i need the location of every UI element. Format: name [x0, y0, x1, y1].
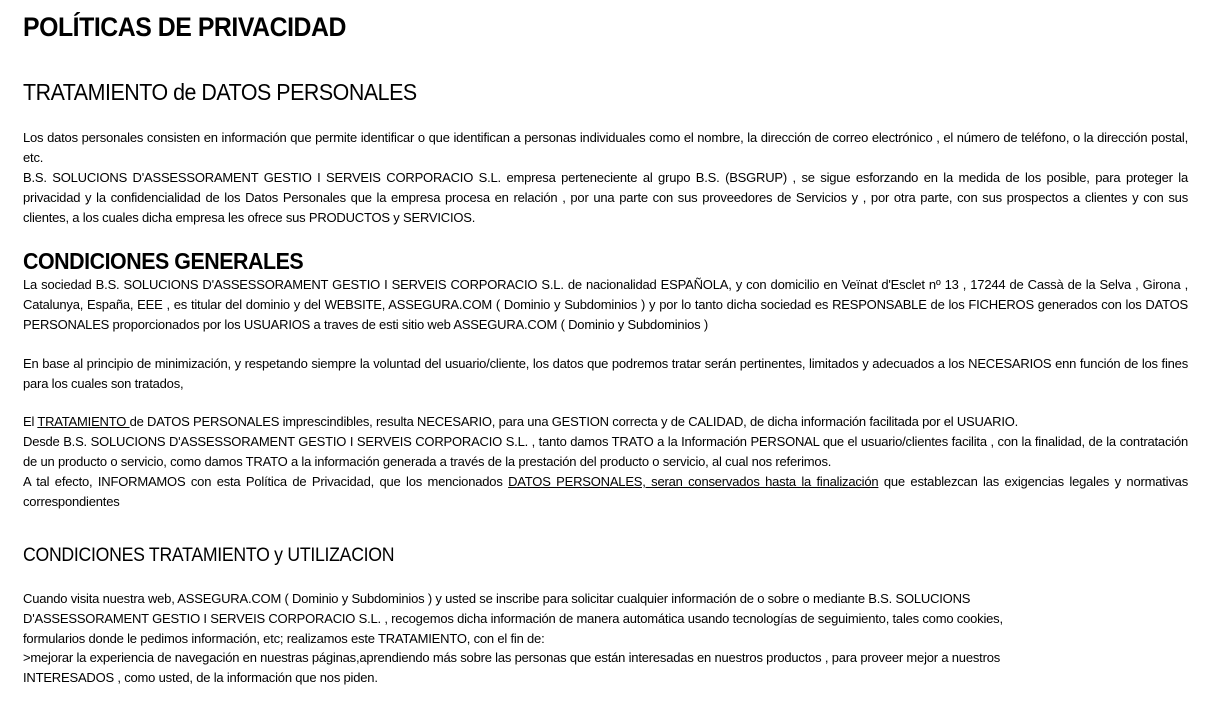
- condiciones-paragraph-minimizacion: En base al principio de minimización, y respetando siempre la voluntad del usuario/cliente, los datos que podremos tratar serán pertinentes, limitados y adecuados a los NECESARIOS enn función de los fines para los cuales son tratados,: [23, 356, 1188, 391]
- tratamiento-suffix: de DATOS PERSONALES imprescindibles, resulta NECESARIO, para una GESTION correcta y de CALIDAD, de dicha información facilitada por el USUARIO.: [129, 414, 1019, 429]
- section-heading-condiciones: CONDICIONES GENERALES: [23, 248, 304, 274]
- condiciones-paragraph-tratamiento: [23, 412, 1188, 432]
- condiciones-paragraph-informamos: [23, 472, 1188, 512]
- utilizacion-line: >mejorar la experiencia de navegación en nuestras páginas,aprendiendo más sobre las personas que están interesadas en nuestros productos , para proveer mejor a nuestros: [23, 650, 1001, 666]
- datos-conservados-link[interactable]: DATOS PERSONALES, seran conservados hasta la finalización: [508, 474, 879, 489]
- utilizacion-line: D'ASSESSORAMENT GESTIO I SERVEIS CORPORACIO S.L. , recogemos dicha información de manera automática usando tecnologías de seguimiento, tales como cookies,: [23, 610, 1003, 626]
- condiciones-paragraph-sociedad: La sociedad B.S. SOLUCIONS D'ASSESSORAMENT GESTIO I SERVEIS CORPORACIO S.L. de nacionalidad ESPAÑOLA, y con domicilio en Veïnat d'Esclet nº 13 , 17244 de Cassà de la Selva , Girona , Catalunya, España, EEE , es titular del dominio y del WEBSITE, ASSEGURA.COM ( Dominio y Subdominios ) y por lo tanto dicha sociedad es RESPONSABLE de los FICHEROS generados con los DATOS PERSONALES proporcionados por los USUARIOS a traves de esti sitio web ASSEGURA.COM ( Dominio y Subdominios ): [23, 277, 1188, 332]
- tratamiento-paragraph-company: B.S. SOLUCIONS D'ASSESSORAMENT GESTIO I SERVEIS CORPORACIO S.L. empresa perteneciente al grupo B.S. (BSGRUP) , se sigue esforzando en la medida de los posible, para proteger la privacidad y la confidencialidad de los Datos Personales que la empresa procesa en relación , por una parte con sus proveedores de Servicios y , por otra parte, con sus prospectos a clientes y con sus clientes, a los cuales dicha empresa les ofrece sus PRODUCTOS y SERVICIOS.: [23, 170, 1188, 225]
- section-heading-tratamiento: TRATAMIENTO de DATOS PERSONALES: [23, 79, 417, 105]
- condiciones-paragraph-trato: Desde B.S. SOLUCIONS D'ASSESSORAMENT GESTIO I SERVEIS CORPORACIO S.L. , tanto damos TRATO a la Información PERSONAL que el usuario/clientes facilita , con la finalidad, de la contratación de un producto o servicio, como damos TRATO a la información generada a través de la prestación del producto o servicio, al cual nos referimos.: [23, 434, 1188, 469]
- page-title: POLÍTICAS DE PRIVACIDAD: [23, 12, 346, 42]
- informamos-suffix: que establezcan las exigencias legales y normativas correspondientes: [23, 474, 1188, 509]
- tratamiento-paragraph-definition: Los datos personales consisten en información que permite identificar o que identifican a personas individuales como el nombre, la dirección de correo electrónico , el número de teléfono, o la dirección postal, etc.: [23, 130, 1188, 165]
- utilizacion-line: formularios donde le pedimos información, etc; realizamos este TRATAMIENTO, con el fin de:: [23, 630, 545, 646]
- utilizacion-paragraph: [23, 589, 1188, 688]
- section-heading-utilizacion: CONDICIONES TRATAMIENTO y UTILIZACION: [23, 545, 395, 566]
- tratamiento-prefix: El: [23, 414, 38, 429]
- utilizacion-line: Cuando visita nuestra web, ASSEGURA.COM ( Dominio y Subdominios ) y usted se inscribe para solicitar cualquier información de o sobre o mediante B.S. SOLUCIONS: [23, 591, 971, 606]
- informamos-prefix: A tal efecto, INFORMAMOS con esta Política de Privacidad, que los mencionados: [23, 474, 509, 489]
- utilizacion-line: INTERESADOS , como usted, de la información que nos piden.: [23, 670, 378, 686]
- tratamiento-link[interactable]: TRATAMIENTO: [37, 414, 130, 429]
